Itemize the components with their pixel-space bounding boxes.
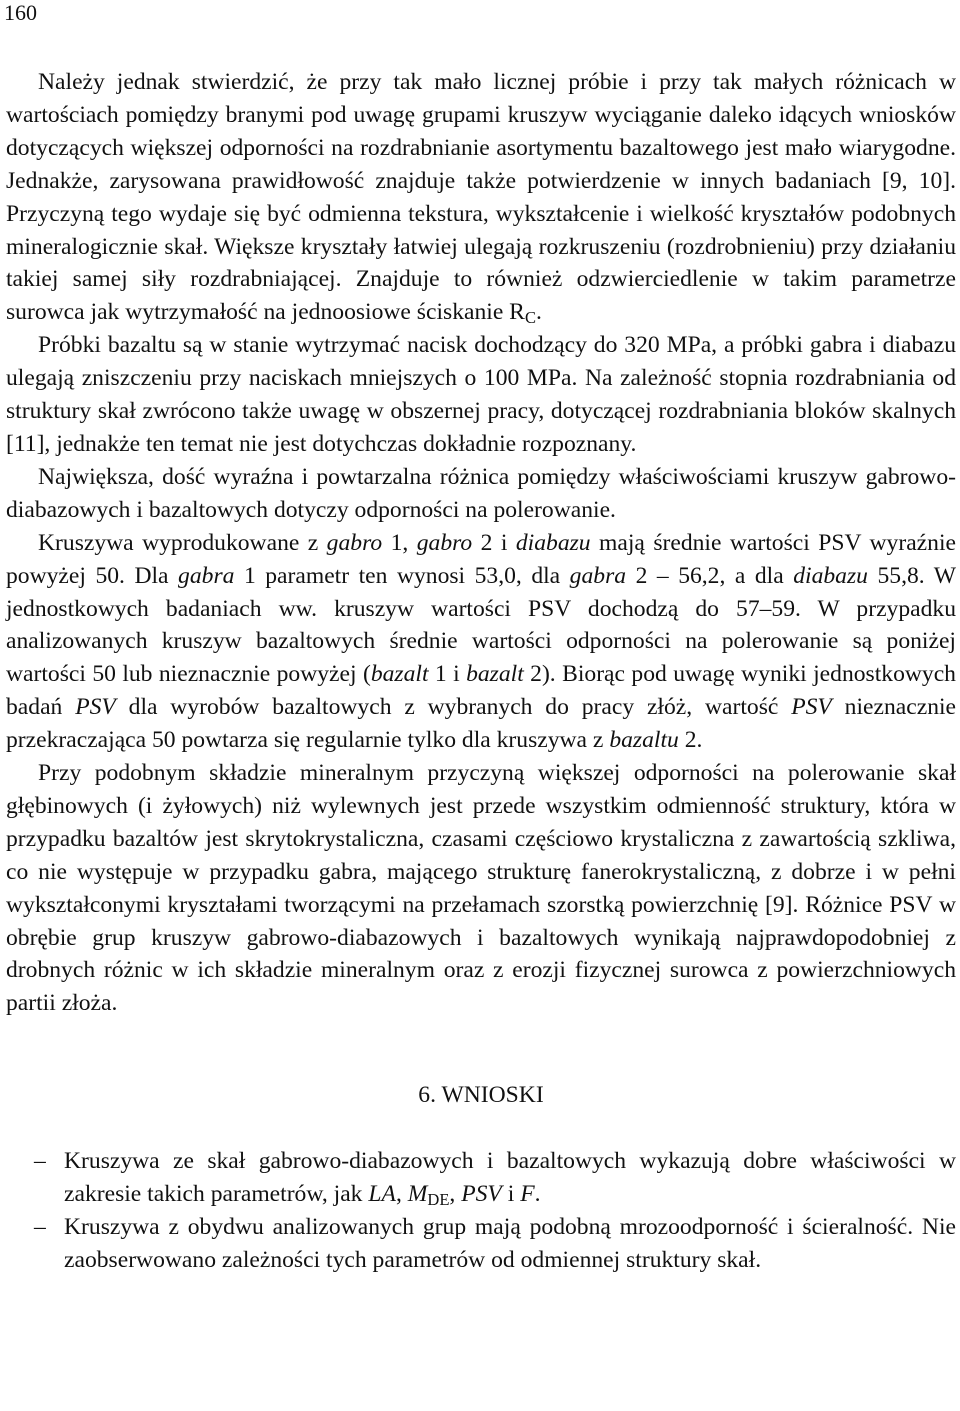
paragraph-5: Przy podobnym składzie mineralnym przyczyną większej odporności na polerowanie skał głębinowych (i żyłowych) niż wylewnych jest przede wszystkim odmienność struktury, która w przypadku bazaltów jest skrytokrystaliczna, czasami częściowo krystaliczna z zawartością szkliwa, co nie występuje w przypadku gabra, mającego strukturę fanerokrystaliczną, z dobrze i w pełni wykształconymi kryształami tworzącymi na przełamach szorstką powierzchnię [9]. Różnice PSV w obrębie grup kruszyw gabrowo-diabazowych i bazaltowych wynikają najprawdopodobniej z drobnych różnic w ich składzie mineralnym oraz z erozji fizycznej surowca z powierzchniowych partii złoża.	[6, 760, 956, 1017]
p4-text: 2.	[678, 727, 703, 754]
p4-text: mają średnie wartości PSV wyraźnie powyżej 50. Dla	[6, 529, 956, 589]
bullet-text: Kruszywa z obydwu analizowanych grup mają podobną mrozoodporność i ścieralność. Nie zaobserwowano zależności tych parametrów od odmiennej struktury skał.	[64, 1214, 956, 1273]
bullet-italic: F	[520, 1181, 535, 1208]
p4-italic: diabazu	[793, 562, 868, 589]
p4-text: nieznacznie przekraczająca 50 powtarza się regularnie tylko dla kruszywa z	[6, 694, 957, 754]
p4-italic: bazaltu	[609, 727, 679, 754]
list-item	[6, 1211, 956, 1277]
bullet-text: Kruszywa ze skał gabrowo-diabazowych i bazaltowych wykazują dobre właściwości w zakresie takich parametrów, jak	[64, 1148, 956, 1208]
dash-marker: –	[34, 1214, 46, 1240]
paragraph-4	[6, 527, 956, 757]
bullet-text: i	[501, 1181, 521, 1208]
p4-text: 2 – 56,2, a dla	[626, 562, 794, 589]
p4-italic: bazalt	[370, 661, 429, 688]
p4-text: 1 i	[428, 661, 467, 688]
p4-italic: PSV	[791, 694, 832, 721]
paragraph-3: Największa, dość wyraźna i powtarzalna różnica pomiędzy właściwościami kruszyw gabrowo-diabazowych i bazaltowych dotyczy odporności na polerowanie.	[6, 463, 956, 523]
bullet-text: ,	[449, 1181, 462, 1208]
bullet-text: .	[534, 1181, 541, 1208]
p4-text: Kruszywa wyprodukowane z	[38, 529, 327, 556]
mde-subscript: DE	[427, 1190, 450, 1210]
page-number: 160	[4, 0, 37, 25]
bullet-italic: M	[407, 1181, 428, 1208]
p4-text: 55,8. W jednostkowych badaniach ww. kruszyw wartości PSV dochodzą do 57–59. W przypadku analizowanych kruszyw bazaltowych średnie wartości odporności na polerowanie są poniżej wartości 50 lub nieznacznie powyżej (	[6, 562, 957, 688]
p4-text: 2). Biorąc pod uwagę wyniki jednostkowych badań	[6, 661, 956, 721]
p4-italic: gabro	[416, 529, 473, 556]
p4-text: dla wyrobów bazaltowych z wybranych do pracy złóż, wartość	[115, 694, 792, 721]
body-text	[6, 66, 956, 1277]
paragraph-1	[6, 66, 956, 329]
p4-text: 1,	[382, 529, 417, 556]
section-heading: 6. WNIOSKI	[418, 1082, 544, 1109]
conclusions-list	[6, 1145, 956, 1277]
paragraph-1-text: Należy jednak stwierdzić, że przy tak mało licznej próbie i przy tak małych różnicach w wartościach pomiędzy branymi pod uwagę grupami kruszyw wyciąganie daleko idących wniosków dotyczących większej odporności na rozdrabnianie asortymentu bazaltowego jest mało wiarygodne. Jednakże, zarysowana prawidłowość znajduje także potwierdzenie w innych badaniach [9, 10]. Przyczyną tego wydaje się być odmienna tekstura, wykształcenie i wielkość kryształów podobnych mineralogicznie skał. Większe kryształy łatwiej ulegają rozkruszeniu (rozdrobnieniu) przy działaniu takiej samej siły rozdrabniającej. Znajduje to również odzwierciedlenie w takim parametrze surowca jak wytrzymałość na jednoosiowe ściskanie R	[6, 69, 956, 326]
dash-marker: –	[34, 1148, 46, 1175]
p4-text: 2 i	[472, 529, 516, 556]
p4-italic: gabro	[326, 529, 383, 556]
bullet-text: ,	[395, 1181, 408, 1208]
bullet-italic: LA	[368, 1181, 396, 1208]
paragraph-1-end: .	[535, 299, 542, 326]
p4-text: 1 parametr ten wynosi 53,0, dla	[234, 562, 570, 589]
bullet-italic: PSV	[461, 1181, 502, 1208]
p4-italic: bazalt	[466, 661, 524, 688]
p4-italic: gabra	[178, 562, 235, 589]
rc-subscript: C	[524, 308, 536, 328]
paragraph-2: Próbki bazaltu są w stanie wytrzymać nacisk dochodzący do 320 MPa, a próbki gabra i diabazu ulegają zniszczeniu przy naciskach mniejszych o 100 MPa. Na zależność stopnia rozdrabniania od struktury skał zwrócono także uwagę w obszernej pracy, dotyczącej rozdrabniania bloków skalnych [11], jednakże ten temat nie jest dotychczas dokładnie rozpoznany.	[6, 332, 956, 457]
list-item	[6, 1145, 956, 1211]
p4-italic: gabra	[569, 562, 627, 589]
p4-italic: PSV	[75, 694, 116, 721]
p4-italic: diabazu	[515, 529, 591, 556]
